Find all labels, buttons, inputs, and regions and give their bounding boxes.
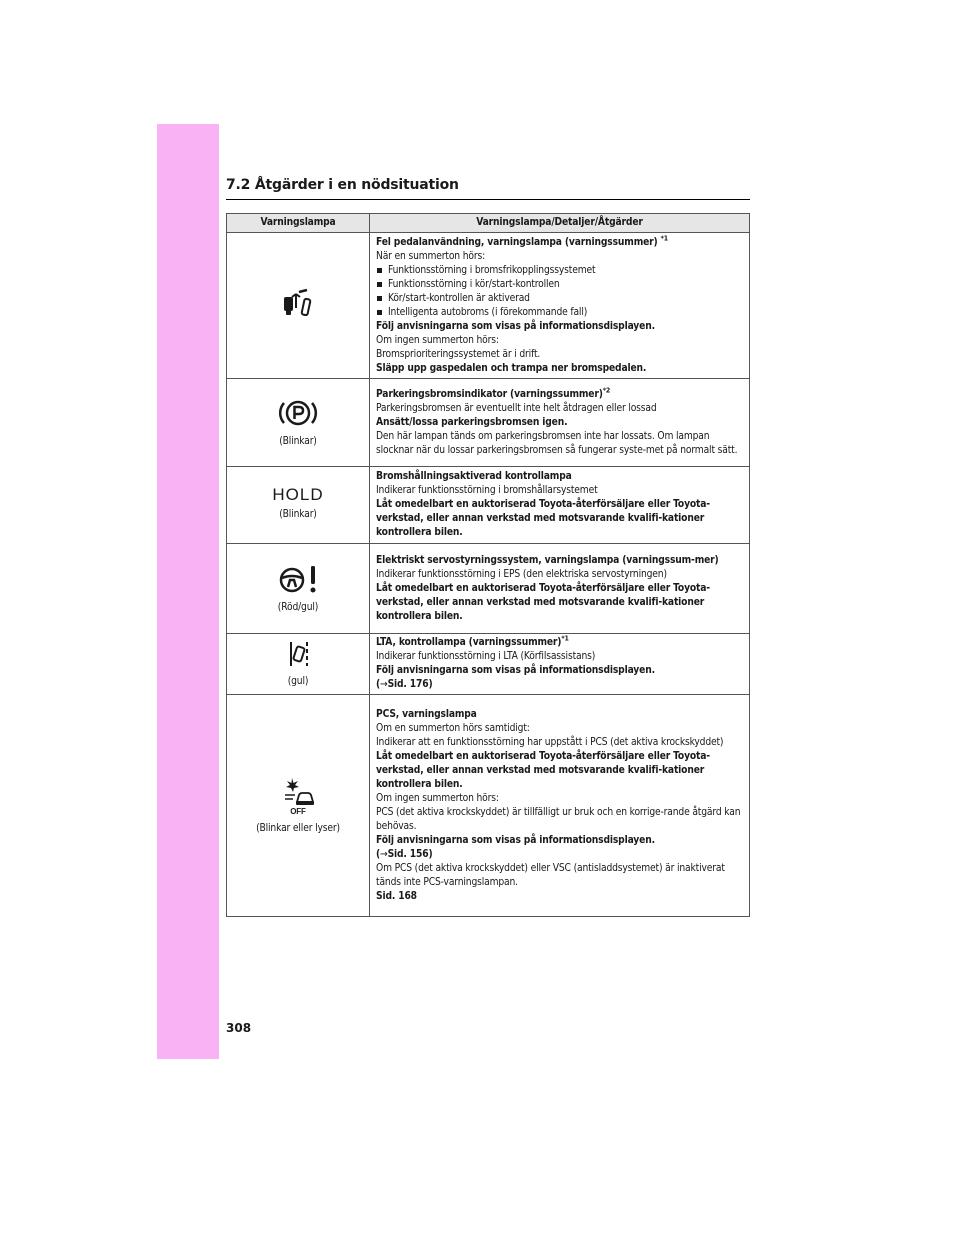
detail-line: Om ingen summerton hörs: [376,334,499,346]
arrow-icon: → [380,679,388,690]
side-tab [157,124,219,1059]
detail-line: Indikerar funktionsstörning i EPS (den elektriska servostyrningen) [376,568,667,580]
title-rule [226,199,750,200]
lamp-cell [227,634,370,695]
action-line: Följ anvisningarna som visas på informationsdisplayen. [376,665,655,676]
lamp-note: (Blinkar eller lyser) [256,822,340,834]
header-details: Varningslampa/Detaljer/Åtgärder [370,214,750,233]
table-row [227,695,750,917]
table-header-row [227,214,750,233]
action-line: Följ anvisningarna som visas på informationsdisplayen. [376,834,655,846]
page-reference: (→Sid. 156) [376,848,433,860]
action-line: Låt omedelbart en auktoriserad Toyota-återförsäljare eller Toyota-verkstad, eller annan verkstad med motsvarande kvalifi-kationer kontrollera bilen. [376,750,710,790]
list-item: Intelligenta autobroms (i förekommande fall) [376,306,745,320]
details-cell [370,379,750,467]
arrow-icon: → [380,848,388,860]
lane-tracing-assist-icon [283,639,313,669]
details-cell [370,467,750,544]
details-cell [370,634,750,695]
pcs-off-label: OFF [290,806,306,816]
details-cell [370,544,750,634]
page-number: 308 [226,1021,252,1035]
lamp-note: (Röd/gul) [277,601,319,613]
pcs-off-icon [281,776,315,816]
row-title: PCS, varningslampa [376,708,477,720]
lamp-note: (Blinkar) [279,435,317,447]
action-line: Släpp upp gaspedalen och trampa ner bromspedalen. [376,362,647,374]
list-item: Funktionsstörning i kör/start-kontrollen [376,278,745,292]
detail-line: Indikerar funktionsstörning i bromshållarsystemet [376,485,598,496]
lamp-cell [227,233,370,379]
table-row [227,233,750,379]
row-title: LTA, kontrollampa (varningssummer)$^{*1}$ [376,634,569,648]
action-line: Låt omedelbart en auktoriserad Toyota-återförsäljare eller Toyota-verkstad, eller annan verkstad med motsvarande kvalifi-kationer kontrollera bilen. [376,499,710,538]
details-cell [370,233,750,379]
detail-line: Om en summerton hörs samtidigt: [376,722,530,734]
table-row [227,379,750,467]
header-lamp: Varningslampa [227,214,370,233]
table-row [227,634,750,695]
warning-lamp-table [226,213,750,917]
list-item: Funktionsstörning i bromsfrikopplingssystemet [376,264,745,278]
section-title: 7.2 Åtgärder i en nödsituation [226,177,459,193]
table-row [227,544,750,634]
pedal-misapplication-icon [280,288,316,318]
detail-line: PCS (det aktiva krockskyddet) är tillfälligt ur bruk och en korrige-rande åtgärd kan behövas. [376,806,741,832]
lamp-cell [227,695,370,917]
brake-hold-icon: HOLD [272,485,324,504]
detail-line: Om ingen summerton hörs: [376,792,499,804]
row-title: Bromshållningsaktiverad kontrollampa [376,471,572,482]
row-title: Fel pedalanvändning, varningslampa (varningssummer) $^{*1}$ [376,234,668,248]
detail-line: Om PCS (det aktiva krockskyddet) eller VSC (antisladdsystemet) är inaktiverat tänds inte PCS-varningslampan. [376,862,725,888]
action-line: Följ anvisningarna som visas på informationsdisplayen. [376,320,655,332]
detail-line: När en summerton hörs: [376,250,486,262]
lamp-cell [227,379,370,467]
page-reference: (→Sid. 176) [376,679,433,690]
lamp-note: (Blinkar) [279,509,317,520]
detail-line: Indikerar funktionsstörning i LTA (Körfilsassistans) [376,651,596,662]
lamp-note: (gul) [287,676,309,687]
row-title: Elektriskt servostyrningssystem, varningslampa (varningssum-mer) [376,554,719,566]
lamp-cell [227,544,370,634]
parking-brake-icon [278,397,318,429]
action-line: Ansätt/lossa parkeringsbromsen igen. [376,416,568,428]
list-item: Kör/start-kontrollen är aktiverad [376,292,745,306]
detail-line: Parkeringsbromsen är eventuellt inte helt åtdragen eller lossad [376,402,657,414]
detail-line: Bromsprioriteringssystemet är i drift. [376,348,541,360]
action-line: Låt omedelbart en auktoriserad Toyota-återförsäljare eller Toyota-verkstad, eller annan verkstad med motsvarande kvalifi-kationer kontrollera bilen. [376,582,710,622]
table-row [227,467,750,544]
lamp-cell [227,467,370,544]
power-steering-warning-icon [276,563,320,595]
details-cell [370,695,750,917]
row-title: Parkeringsbromsindikator (varningssummer)$^{*2}$ [376,386,611,400]
page-reference: Sid. 168 [376,890,417,902]
detail-line: Den här lampan tänds om parkeringsbromsen inte har lossats. Om lampan slocknar när du lossar parkeringsbromsen så fungerar syste-met på normalt sätt. [376,430,738,456]
detail-line: Indikerar att en funktionsstörning har uppstått i PCS (det aktiva krockskyddet) [376,736,724,748]
